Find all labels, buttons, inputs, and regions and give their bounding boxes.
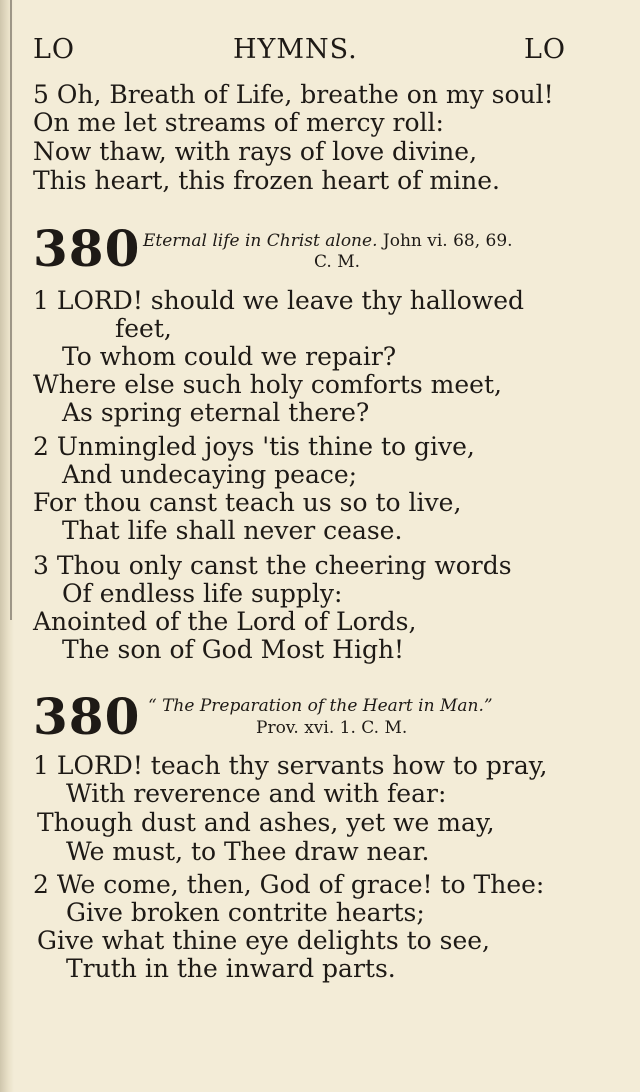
verse-line: 1 LORD! should we leave thy hallowed — [33, 286, 525, 315]
hymn-reference: Prov. xvi. 1. C. M. — [256, 718, 408, 738]
verse-line: Of endless life supply: — [62, 579, 343, 608]
verse-line: 2 Unmingled joys 'tis thine to give, — [33, 432, 475, 461]
verse-line: Give broken contrite hearts; — [66, 898, 425, 927]
verse-line: As spring eternal there? — [62, 398, 370, 427]
verse-line: 1 LORD! teach thy servants how to pray, — [33, 751, 548, 780]
verse-line: This heart, this frozen heart of mine. — [33, 166, 500, 195]
hymn-reference: John vi. 68, 69. — [382, 231, 513, 251]
verse-line: That life shall never cease. — [62, 516, 403, 545]
verse-line: 5 Oh, Breath of Life, breathe on my soul! — [33, 80, 554, 109]
verse-line: We must, to Thee draw near. — [66, 837, 430, 866]
verse-line: The son of God Most High! — [62, 635, 405, 664]
verse-line: feet, — [115, 314, 172, 343]
hymn-title: Eternal life in Christ alone. — [143, 231, 378, 251]
header-title: HYMNS. — [233, 34, 358, 65]
verse-line: To whom could we repair? — [62, 342, 397, 371]
hymn-meter: C. M. — [314, 252, 361, 272]
header-left-catchword: LO — [33, 34, 76, 65]
hymn-title: “ The Preparation of the Heart in Man.” — [148, 696, 493, 716]
verse-line: Where else such holy comforts meet, — [33, 370, 502, 399]
verse-line: For thou canst teach us so to live, — [33, 488, 462, 517]
binding-edge — [10, 0, 12, 620]
verse-line: 2 We come, then, God of grace! to Thee: — [33, 870, 545, 899]
header-right-catchword: LO — [524, 34, 567, 65]
verse-line: Anointed of the Lord of Lords, — [33, 607, 417, 636]
verse-line: 3 Thou only canst the cheering words — [33, 551, 512, 580]
running-header — [0, 34, 640, 70]
verse-line: And undecaying peace; — [62, 460, 358, 489]
hymn-number: 380 — [33, 687, 141, 746]
hymn-heading — [148, 696, 493, 716]
verse-line: With reverence and with fear: — [66, 779, 447, 808]
verse-line: Truth in the inward parts. — [66, 954, 396, 983]
verse-line: Now thaw, with rays of love divine, — [33, 137, 478, 166]
hymn-number: 380 — [33, 219, 141, 278]
verse-line: Give what thine eye delights to see, — [37, 926, 491, 955]
verse-line: Though dust and ashes, yet we may, — [37, 808, 495, 837]
verse-line: On me let streams of mercy roll: — [33, 108, 444, 137]
hymn-heading — [143, 231, 513, 251]
